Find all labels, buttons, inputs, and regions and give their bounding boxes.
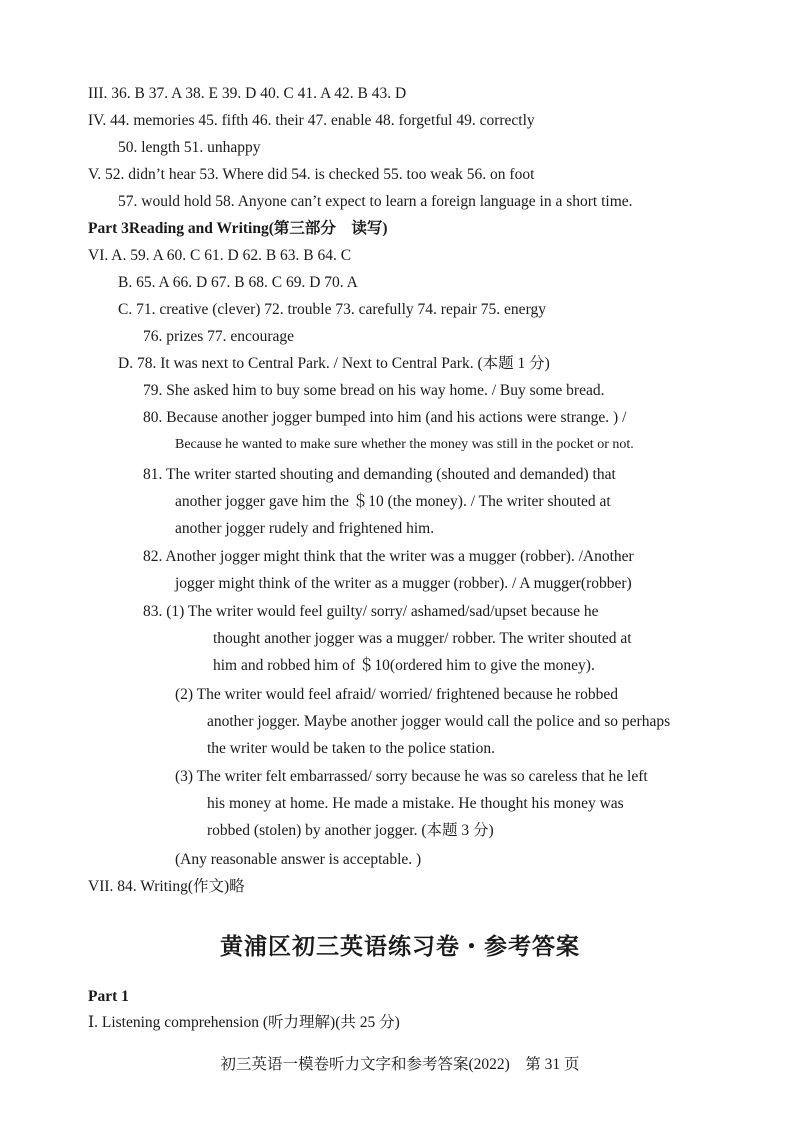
section-vi-c-answers-cont: 76. prizes 77. encourage (143, 328, 295, 345)
answer-83-2-cont-2: the writer would be taken to the police station. (207, 740, 495, 757)
part3-heading: Part 3Reading and Writing(第三部分 读写) (88, 220, 388, 237)
part1-heading: Part 1 (88, 988, 129, 1005)
answer-79: 79. She asked him to buy some bread on his way home. / Buy some bread. (143, 382, 605, 399)
listening-heading: Ⅰ. Listening comprehension (听力理解)(共 25 分) (88, 1014, 400, 1031)
answer-83-1: 83. (1) The writer would feel guilty/ sorry/ ashamed/sad/upset because he (143, 603, 599, 620)
section-vi-c-answers: C. 71. creative (clever) 72. trouble 73. carefully 74. repair 75. energy (118, 301, 546, 318)
section-iv-answers-cont: 50. length 51. unhappy (118, 139, 261, 156)
answer-83-2-cont-1: another jogger. Maybe another jogger would call the police and so perhaps (207, 713, 671, 730)
section-iv-answers: IV. 44. memories 45. fifth 46. their 47. enable 48. forgetful 49. correctly (88, 112, 535, 129)
answer-83-1-cont-1: thought another jogger was a mugger/ robber. The writer shouted at (213, 630, 632, 647)
answer-83-3-cont-2: robbed (stolen) by another jogger. (本题 3 分) (207, 822, 494, 839)
any-answer-note: (Any reasonable answer is acceptable. ) (175, 851, 422, 868)
answer-82-cont: jogger might think of the writer as a mugger (robber). / A mugger(robber) (175, 575, 632, 592)
section-v-answers: V. 52. didn’t hear 53. Where did 54. is checked 55. too weak 56. on foot (88, 166, 535, 183)
answer-81: 81. The writer started shouting and demanding (shouted and demanded) that (143, 466, 616, 483)
answer-83-3: (3) The writer felt embarrassed/ sorry because he was so careless that he left (175, 768, 648, 785)
answer-82: 82. Another jogger might think that the writer was a mugger (robber). /Another (143, 548, 634, 565)
section-vii-answer: VII. 84. Writing(作文)略 (88, 878, 245, 895)
section-v-answers-cont: 57. would hold 58. Anyone can’t expect to learn a foreign language in a short time. (118, 193, 633, 210)
document-title: 黄浦区初三英语练习卷・参考答案 (220, 934, 580, 960)
section-iii-answers: III. 36. B 37. A 38. E 39. D 40. C 41. A 42. B 43. D (88, 85, 407, 102)
section-vi-b-answers: B. 65. A 66. D 67. B 68. C 69. D 70. A (118, 274, 358, 291)
answer-81-cont-1: another jogger gave him the ＄10 (the money). / The writer shouted at (175, 493, 611, 510)
page-footer: 初三英语一模卷听力文字和参考答案(2022) 第 31 页 (220, 1056, 580, 1073)
answer-80: 80. Because another jogger bumped into him (and his actions were strange. ) / (143, 409, 627, 426)
answer-83-3-cont-1: his money at home. He made a mistake. He thought his money was (207, 795, 624, 812)
answer-80-cont: Because he wanted to make sure whether the money was still in the pocket or not. (175, 437, 634, 452)
answer-78: D. 78. It was next to Central Park. / Next to Central Park. (本题 1 分) (118, 355, 550, 372)
answer-83-2: (2) The writer would feel afraid/ worried/ frightened because he robbed (175, 686, 618, 703)
answer-83-1-cont-2: him and robbed him of ＄10(ordered him to give the money). (213, 657, 595, 674)
answer-81-cont-2: another jogger rudely and frightened him. (175, 520, 435, 537)
section-vi-a-answers: VI. A. 59. A 60. C 61. D 62. B 63. B 64. C (88, 247, 352, 264)
